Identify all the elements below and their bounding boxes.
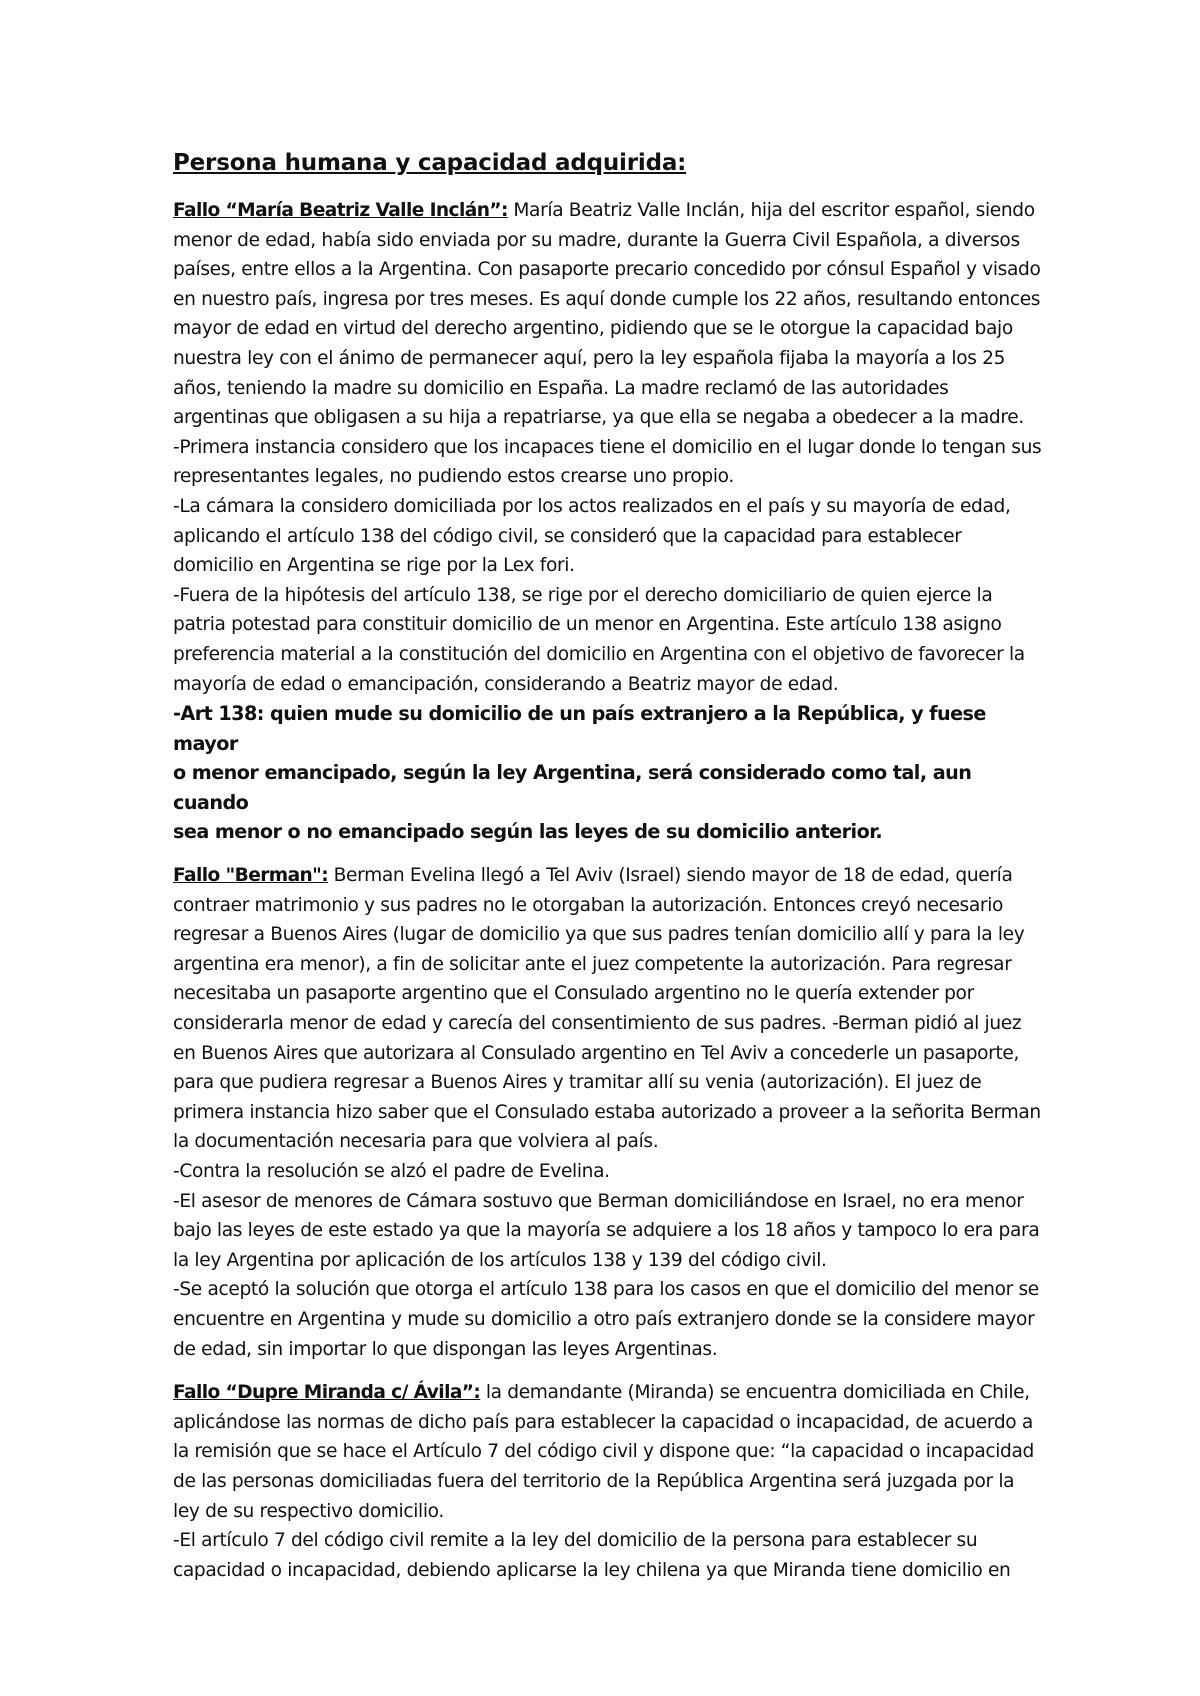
case-paragraph <box>173 196 1043 433</box>
case-point: -El asesor de menores de Cámara sostuvo que Berman domiciliándose en Israel, no era menor bajo las leyes de este estado ya que la mayoría se adquiere a los 18 años y tampoco lo era para la ley Argentina por aplicación de los artículos 138 y 139 del código civil. <box>173 1190 1040 1271</box>
case-point: -Contra la resolución se alzó el padre de Evelina. <box>173 1161 610 1182</box>
document-page <box>173 148 1043 1585</box>
case-label: Fallo “Dupre Miranda c/ Ávila”: <box>173 1382 481 1404</box>
case-valle-inclan <box>173 196 1043 847</box>
article-line: -Art 138: quien mude su domicilio de un país extranjero a la República, y fuese mayor <box>173 702 986 755</box>
article-line: o menor emancipado, según la ley Argentina, será considerado como tal, aun cuando <box>173 761 972 814</box>
case-point: -Se aceptó la solución que otorga el artículo 138 para los casos en que el domicilio del menor se encuentre en Argentina y mude su domicilio a otro país extranjero donde se la considere mayor de edad, sin importar lo que dispongan las leyes Argentinas. <box>173 1279 1039 1360</box>
case-point: -Primera instancia considero que los incapaces tiene el domicilio en el lugar donde lo tengan sus representantes legales, no pudiendo estos crearse uno propio. <box>173 436 1042 488</box>
case-point: -La cámara la considero domiciliada por los actos realizados en el país y su mayoría de edad, aplicando el artículo 138 del código civil, se consideró que la capacidad para establecer domicilio en Argentina se rige por la Lex fori. <box>173 495 1011 577</box>
case-dupre-miranda <box>173 1378 1043 1585</box>
article-line: sea menor o no emancipado según las leyes de su domicilio anterior. <box>173 820 883 844</box>
article-quote <box>173 699 1043 847</box>
case-berman <box>173 861 1043 1364</box>
case-intro: Berman Evelina llegó a Tel Aviv (Israel) siendo mayor de 18 de edad, quería contraer matrimonio y sus padres no le otorgaban la autorización. Entonces creyó necesario regresar a Buenos Aires (lugar de domicilio ya que sus padres tenían domicilio allí y para la ley argentina era menor), a fin de solicitar ante el juez competente la autorización. Para regresar necesitaba un pasaporte argentino que el Consulado argentino no le quería extender por considerarla menor de edad y carecía del consentimiento de sus padres. -Berman pidió al juez en Buenos Aires que autorizara al Consulado argentino en Tel Aviv a concederle un pasaporte, para que pudiera regresar a Buenos Aires y tramitar allí su venia (autorización). El juez de primera instancia hizo saber que el Consulado estaba autorizado a proveer a la señorita Berman la documentación necesaria para que volviera al país. <box>173 865 1041 1153</box>
page-title: Persona humana y capacidad adquirida: <box>173 150 687 176</box>
case-label: Fallo "Berman": <box>173 865 329 887</box>
case-paragraph <box>173 861 1043 1157</box>
case-intro: la demandante (Miranda) se encuentra domiciliada en Chile, aplicándose las normas de dicho país para establecer la capacidad o incapacidad, de acuerdo a la remisión que se hace el Artículo 7 del código civil y dispone que: “la capacidad o incapacidad de las personas domiciliadas fuera del territorio de la República Argentina será juzgada por la ley de su respectivo domicilio. <box>173 1382 1035 1522</box>
case-point: -Fuera de la hipótesis del artículo 138, se rige por el derecho domiciliario de quien ejerce la patria potestad para constituir domicilio de un menor en Argentina. Este artículo 138 asigno preferencia material a la constitución del domicilio en Argentina con el objetivo de favorecer la mayoría de edad o emancipación, considerando a Beatriz mayor de edad. <box>173 584 1025 695</box>
case-label: Fallo “María Beatriz Valle Inclán”: <box>173 200 508 221</box>
case-intro: María Beatriz Valle Inclán, hija del escritor español, siendo menor de edad, había sido enviada por su madre, durante la Guerra Civil Española, a diversos países, entre ellos a la Argentina. Con pasaporte precario concedido por cónsul Español y visado en nuestro país, ingresa por tres meses. Es aquí donde cumple los 22 años, resultando entonces mayor de edad en virtud del derecho argentino, pidiendo que se le otorgue la capacidad bajo nuestra ley con el ánimo de permanecer aquí, pero la ley española fijaba la mayoría a los 25 años, teniendo la madre su domicilio en España. La madre reclamó de las autoridades argentinas que obligasen a su hija a repatriarse, ya que ella se negaba a obedecer a la madre. <box>173 200 1041 429</box>
case-point: -El artículo 7 del código civil remite a la ley del domicilio de la persona para establecer su capacidad o incapacidad, debiendo aplicarse la ley chilena ya que Miranda tiene domicilio en <box>173 1530 1011 1581</box>
case-paragraph <box>173 1378 1043 1526</box>
